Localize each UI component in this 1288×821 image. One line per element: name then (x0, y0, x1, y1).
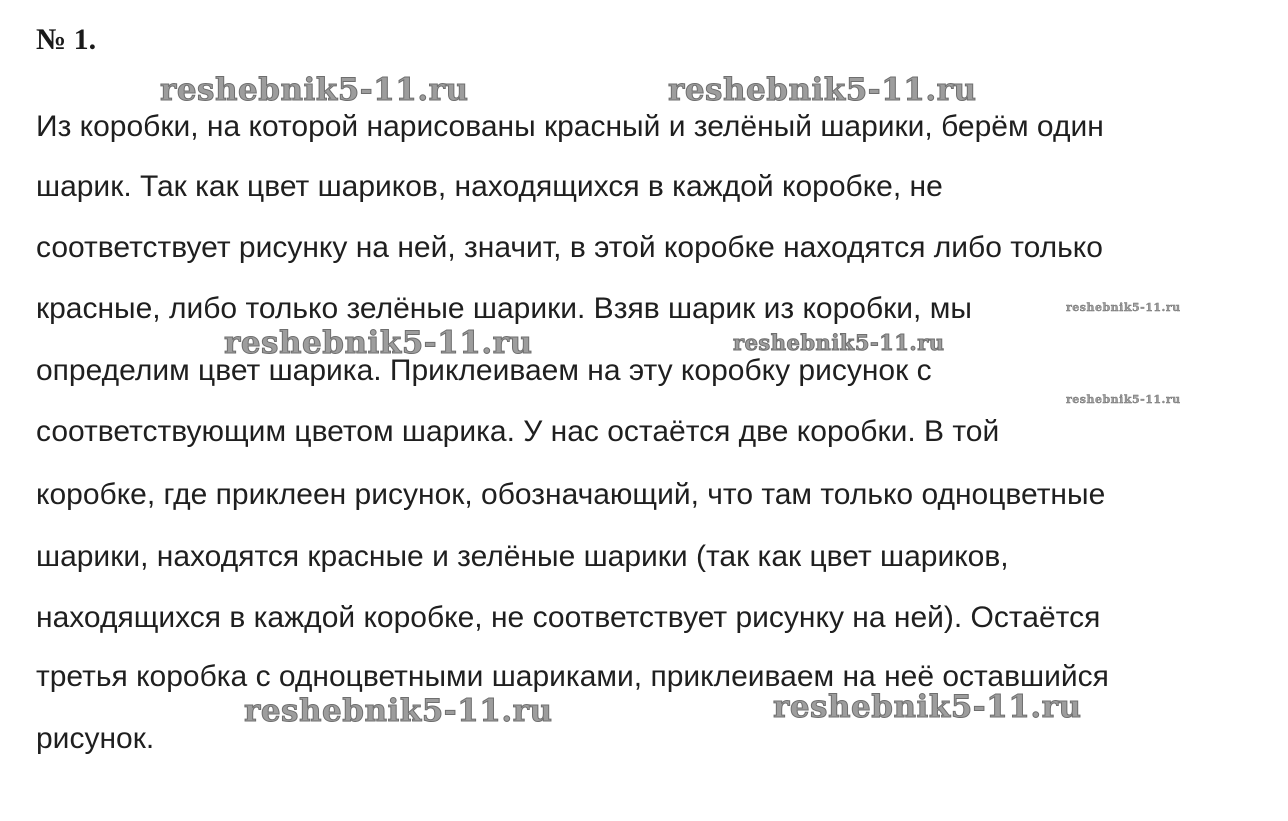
watermark: reshebnik5-11.ru (1066, 393, 1181, 406)
watermark: reshebnik5-11.ru (773, 689, 1082, 725)
text-line: красные, либо только зелёные шарики. Взяв шарик из коробки, мы (36, 292, 972, 325)
watermark: reshebnik5-11.ru (733, 330, 945, 355)
text-line: Из коробки, на которой нарисованы красный и зелёный шарики, берём один (36, 110, 1104, 143)
problem-number-heading: № 1. (36, 23, 97, 56)
watermark: reshebnik5-11.ru (224, 325, 533, 361)
watermark: reshebnik5-11.ru (668, 72, 977, 108)
watermark: reshebnik5-11.ru (1066, 301, 1181, 314)
watermark: reshebnik5-11.ru (244, 693, 553, 729)
text-line: соответствует рисунку на ней, значит, в этой коробке находятся либо только (36, 231, 1103, 264)
text-line: шарик. Так как цвет шариков, находящихся в каждой коробке, не (36, 170, 943, 203)
text-line: третья коробка с одноцветными шариками, приклеиваем на неё оставшийся (36, 660, 1109, 693)
text-line: коробке, где приклеен рисунок, обозначающий, что там только одноцветные (36, 478, 1106, 511)
text-line: рисунок. (36, 722, 155, 755)
text-line: находящихся в каждой коробке, не соответствует рисунку на ней). Остаётся (36, 601, 1101, 634)
text-line: определим цвет шарика. Приклеиваем на эту коробку рисунок с (36, 354, 932, 387)
watermark: reshebnik5-11.ru (160, 72, 469, 108)
text-line: шарики, находятся красные и зелёные шарики (так как цвет шариков, (36, 540, 1009, 573)
text-line: соответствующим цветом шарика. У нас остаётся две коробки. В той (36, 415, 1000, 448)
